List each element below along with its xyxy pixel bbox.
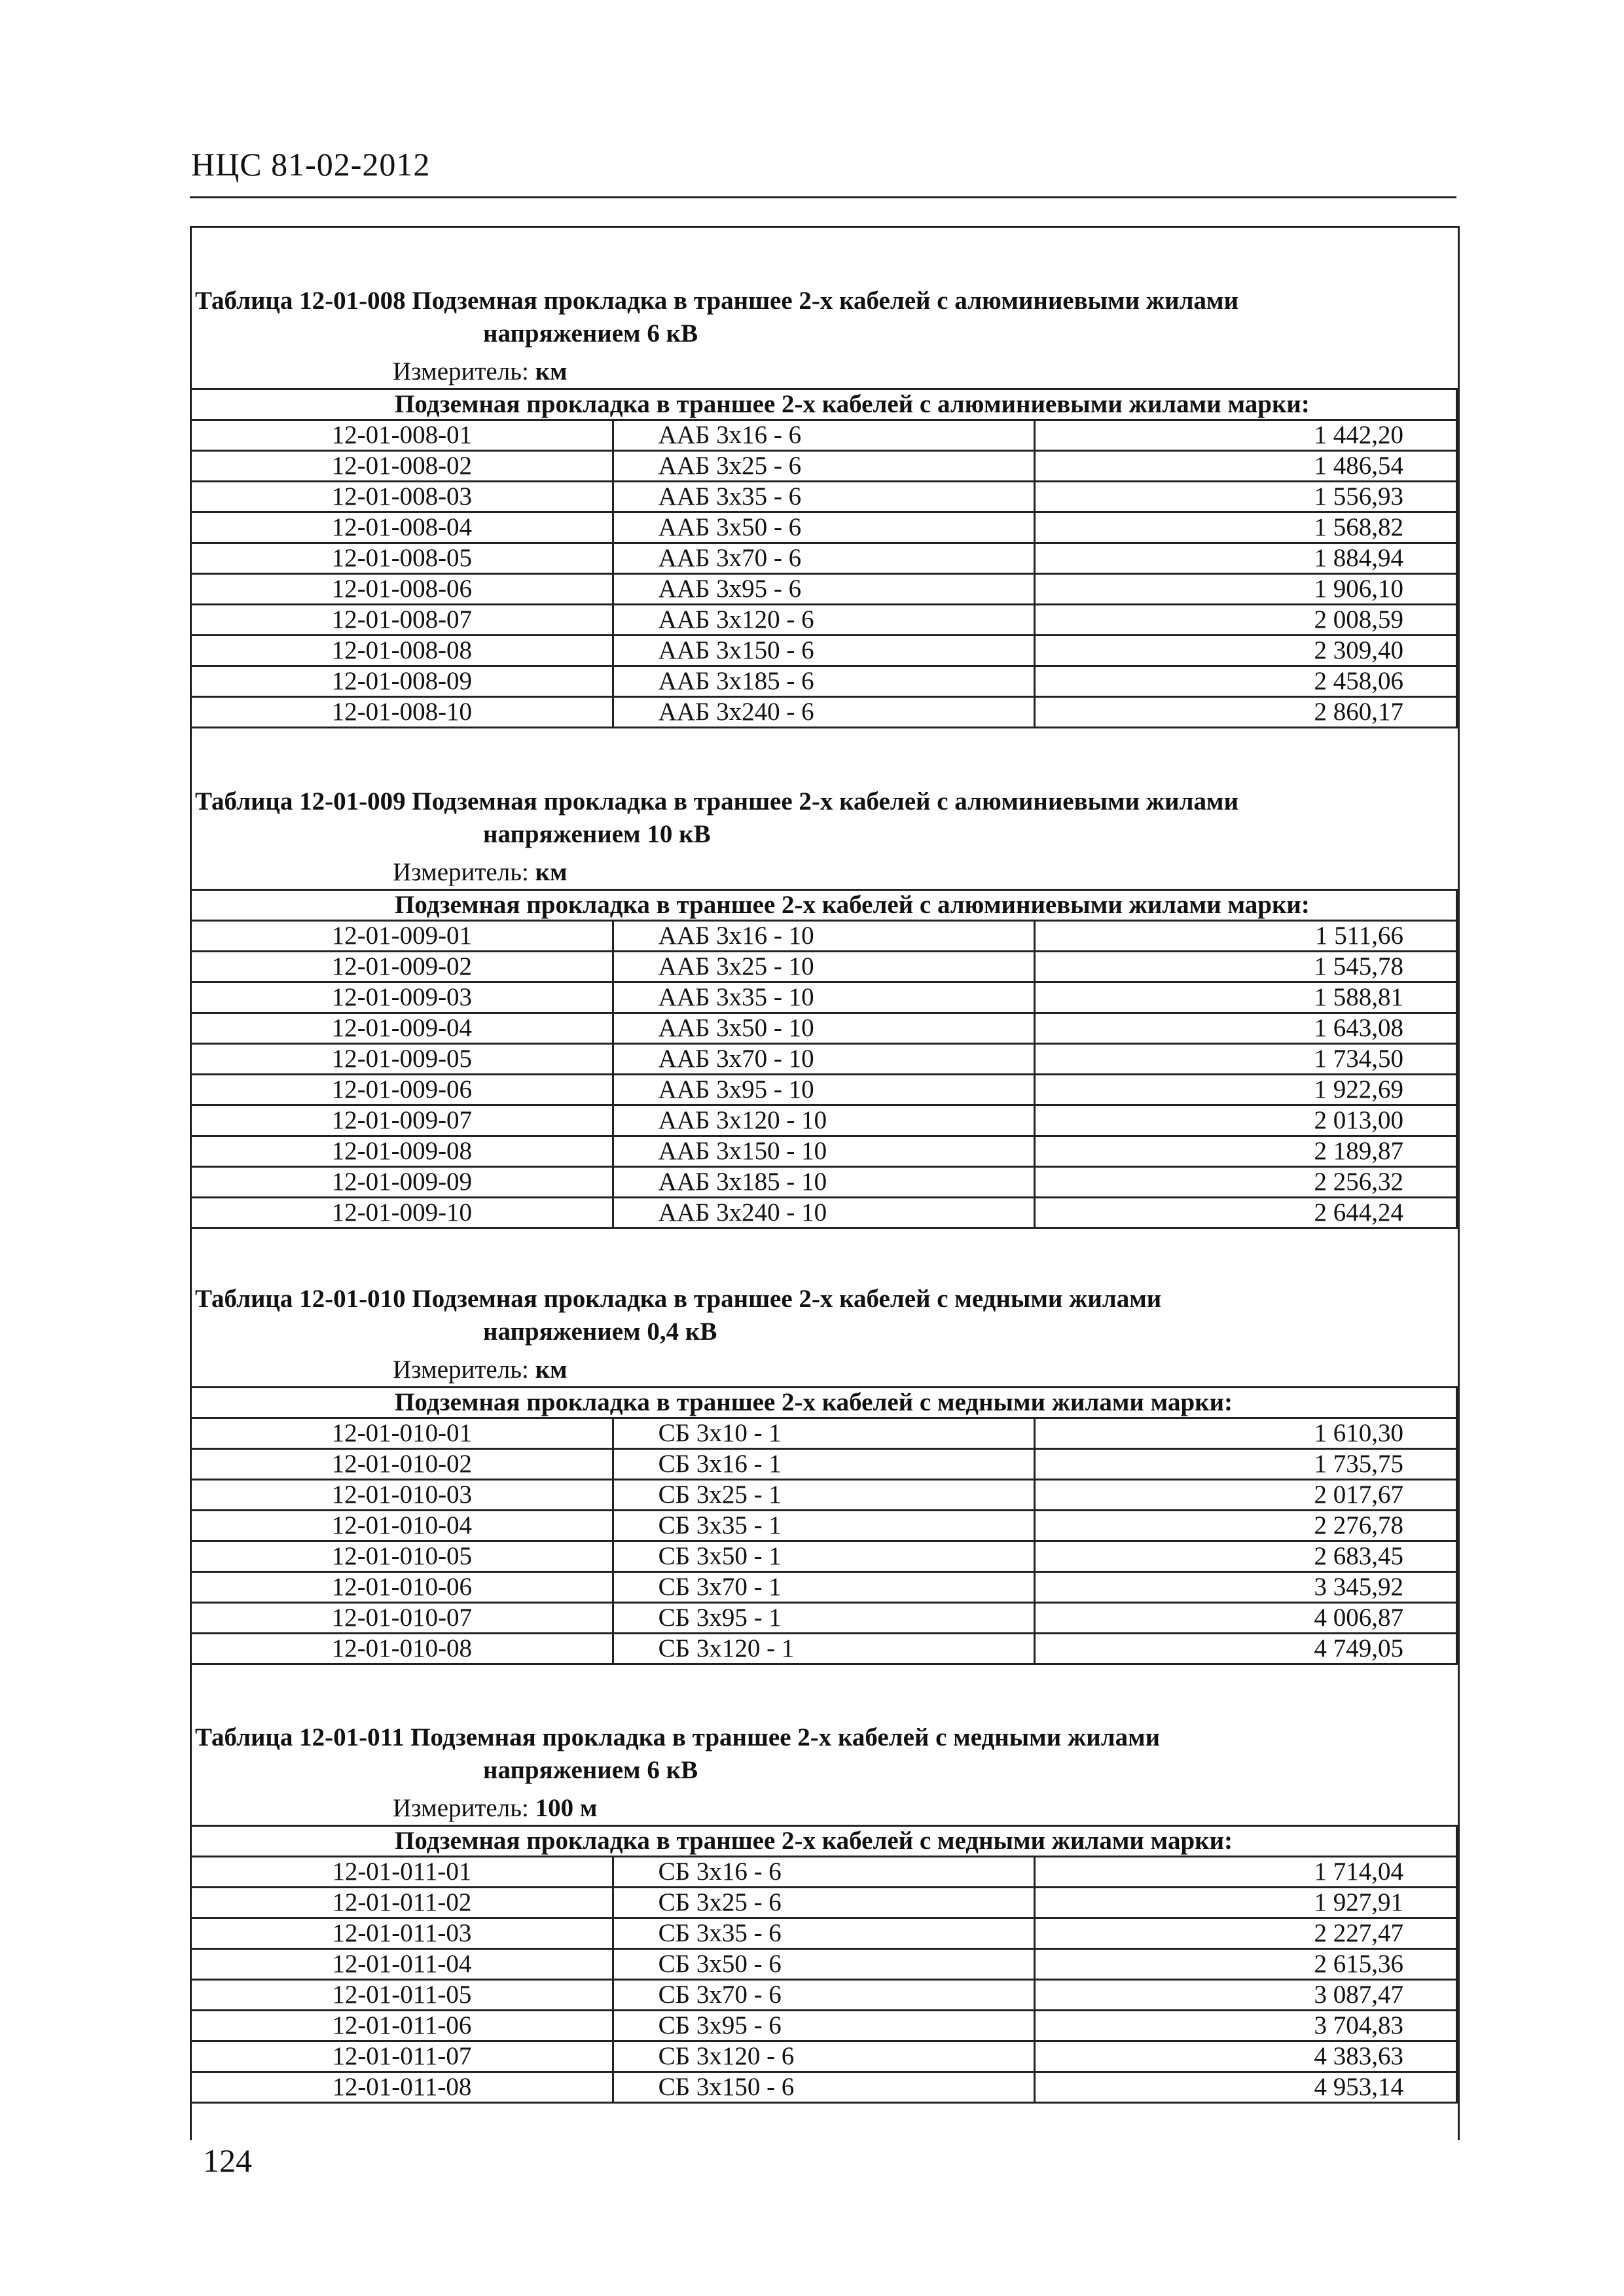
table-row — [191, 1572, 1457, 1603]
row-value: 2 644,24 — [1035, 1198, 1457, 1229]
row-name: СБ 3х16 - 6 — [613, 1857, 1035, 1888]
unit-value: км — [535, 858, 568, 886]
table-unit — [190, 856, 1460, 889]
row-code: 12-01-008-10 — [191, 697, 613, 728]
row-value: 2 458,06 — [1035, 666, 1457, 697]
document-header-title: НЦС 81-02-2012 — [191, 146, 431, 183]
unit-label: Измеритель: — [393, 1355, 535, 1384]
unit-value: км — [535, 357, 568, 386]
row-value: 4 953,14 — [1035, 2072, 1457, 2103]
table-title — [190, 785, 1460, 851]
row-code: 12-01-010-04 — [191, 1511, 613, 1541]
table-row — [191, 1075, 1457, 1105]
table-section-12-01-008 — [190, 285, 1460, 728]
table-row — [191, 1449, 1457, 1480]
row-name: СБ 3х50 - 1 — [613, 1541, 1035, 1572]
row-name: ААБ 3х120 - 6 — [613, 605, 1035, 636]
row-code: 12-01-010-08 — [191, 1634, 613, 1664]
row-name: ААБ 3х16 - 10 — [613, 921, 1035, 952]
row-name: СБ 3х120 - 6 — [613, 2041, 1035, 2072]
table-body — [191, 921, 1457, 1229]
table-row — [191, 1603, 1457, 1634]
row-code: 12-01-010-01 — [191, 1418, 613, 1449]
table-group-header: Подземная прокладка в траншее 2-х кабелей с медными жилами марки: — [191, 1826, 1457, 1857]
table-row — [191, 921, 1457, 952]
table-title — [190, 1283, 1460, 1348]
table-unit — [190, 355, 1460, 388]
row-name: ААБ 3х95 - 6 — [613, 574, 1035, 605]
table-row — [191, 1105, 1457, 1136]
row-value: 2 615,36 — [1035, 1949, 1457, 1980]
table-title — [190, 1721, 1460, 1787]
row-name: СБ 3х70 - 1 — [613, 1572, 1035, 1603]
row-value: 2 309,40 — [1035, 636, 1457, 666]
table-section-12-01-011 — [190, 1721, 1460, 2104]
row-code: 12-01-009-05 — [191, 1044, 613, 1075]
row-value: 1 906,10 — [1035, 574, 1457, 605]
table-row — [191, 605, 1457, 636]
table-row — [191, 1511, 1457, 1541]
row-name: ААБ 3х35 - 6 — [613, 482, 1035, 512]
row-code: 12-01-011-04 — [191, 1949, 613, 1980]
row-code: 12-01-011-08 — [191, 2072, 613, 2103]
table-row — [191, 666, 1457, 697]
row-value: 2 227,47 — [1035, 1918, 1457, 1949]
table-row — [191, 952, 1457, 982]
row-name: СБ 3х25 - 1 — [613, 1480, 1035, 1511]
table-title-line1: Таблица 12-01-009 Подземная прокладка в траншее 2-х кабелей с алюминиевыми жилами — [195, 787, 1239, 816]
row-value: 1 545,78 — [1035, 952, 1457, 982]
table-row — [191, 482, 1457, 512]
row-value: 1 610,30 — [1035, 1418, 1457, 1449]
row-value: 1 568,82 — [1035, 512, 1457, 543]
table-row — [191, 1480, 1457, 1511]
row-code: 12-01-009-04 — [191, 1013, 613, 1044]
row-value: 1 588,81 — [1035, 982, 1457, 1013]
table-row — [191, 1013, 1457, 1044]
table-title-line2: напряжением 6 кВ — [483, 319, 698, 348]
row-code: 12-01-008-08 — [191, 636, 613, 666]
row-code: 12-01-009-08 — [191, 1136, 613, 1167]
row-code: 12-01-008-02 — [191, 451, 613, 482]
row-code: 12-01-008-09 — [191, 666, 613, 697]
table-body — [191, 1418, 1457, 1664]
table-row — [191, 2072, 1457, 2103]
row-value: 2 008,59 — [1035, 605, 1457, 636]
table-row — [191, 1167, 1457, 1198]
row-name: СБ 3х25 - 6 — [613, 1888, 1035, 1918]
row-code: 12-01-011-03 — [191, 1918, 613, 1949]
row-value: 4 383,63 — [1035, 2041, 1457, 2072]
table-row — [191, 1634, 1457, 1664]
row-name: СБ 3х10 - 1 — [613, 1418, 1035, 1449]
row-name: ААБ 3х185 - 6 — [613, 666, 1035, 697]
row-name: СБ 3х35 - 1 — [613, 1511, 1035, 1541]
row-code: 12-01-011-06 — [191, 2011, 613, 2041]
row-code: 12-01-008-05 — [191, 543, 613, 574]
row-name: ААБ 3х240 - 6 — [613, 697, 1035, 728]
unit-label: Измеритель: — [393, 858, 535, 886]
table-group-header: Подземная прокладка в траншее 2-х кабелей с медными жилами марки: — [191, 1388, 1457, 1418]
row-name: ААБ 3х50 - 6 — [613, 512, 1035, 543]
table-body — [191, 420, 1457, 728]
row-value: 2 017,67 — [1035, 1480, 1457, 1511]
page-number: 124 — [203, 2142, 252, 2179]
table-row — [191, 697, 1457, 728]
row-code: 12-01-008-04 — [191, 512, 613, 543]
table-title-line2: напряжением 10 кВ — [483, 820, 711, 848]
row-name: СБ 3х35 - 6 — [613, 1918, 1035, 1949]
row-value: 1 442,20 — [1035, 420, 1457, 451]
row-name: ААБ 3х150 - 10 — [613, 1136, 1035, 1167]
row-code: 12-01-011-02 — [191, 1888, 613, 1918]
row-code: 12-01-008-03 — [191, 482, 613, 512]
table-title-line1: Таблица 12-01-011 Подземная прокладка в траншее 2-х кабелей с медными жилами — [195, 1723, 1161, 1751]
row-value: 1 486,54 — [1035, 451, 1457, 482]
unit-label: Измеритель: — [393, 1794, 535, 1822]
row-value: 4 749,05 — [1035, 1634, 1457, 1664]
table-row — [191, 451, 1457, 482]
row-name: ААБ 3х120 - 10 — [613, 1105, 1035, 1136]
row-value: 3 704,83 — [1035, 2011, 1457, 2041]
row-code: 12-01-009-09 — [191, 1167, 613, 1198]
row-value: 1 922,69 — [1035, 1075, 1457, 1105]
row-name: СБ 3х120 - 1 — [613, 1634, 1035, 1664]
row-value: 4 006,87 — [1035, 1603, 1457, 1634]
price-table — [190, 1386, 1458, 1665]
table-title-line2: напряжением 6 кВ — [483, 1756, 698, 1784]
unit-value: 100 м — [535, 1794, 598, 1822]
row-value: 1 643,08 — [1035, 1013, 1457, 1044]
row-code: 12-01-010-05 — [191, 1541, 613, 1572]
row-name: ААБ 3х16 - 6 — [613, 420, 1035, 451]
row-name: ААБ 3х25 - 6 — [613, 451, 1035, 482]
row-name: СБ 3х16 - 1 — [613, 1449, 1035, 1480]
row-value: 1 511,66 — [1035, 921, 1457, 952]
row-value: 3 087,47 — [1035, 1980, 1457, 2011]
row-value: 1 734,50 — [1035, 1044, 1457, 1075]
table-row — [191, 574, 1457, 605]
table-row — [191, 1541, 1457, 1572]
table-row — [191, 1136, 1457, 1167]
row-name: ААБ 3х25 - 10 — [613, 952, 1035, 982]
row-code: 12-01-008-07 — [191, 605, 613, 636]
table-title-line2: напряжением 0,4 кВ — [483, 1318, 717, 1346]
price-table — [190, 388, 1458, 728]
row-name: ААБ 3х95 - 10 — [613, 1075, 1035, 1105]
row-code: 12-01-010-07 — [191, 1603, 613, 1634]
row-value: 3 345,92 — [1035, 1572, 1457, 1603]
row-value: 2 683,45 — [1035, 1541, 1457, 1572]
row-name: ААБ 3х70 - 10 — [613, 1044, 1035, 1075]
table-unit — [190, 1354, 1460, 1386]
table-row — [191, 982, 1457, 1013]
table-row — [191, 1918, 1457, 1949]
row-name: СБ 3х70 - 6 — [613, 1980, 1035, 2011]
row-value: 2 276,78 — [1035, 1511, 1457, 1541]
row-code: 12-01-009-02 — [191, 952, 613, 982]
table-body — [191, 1857, 1457, 2103]
row-code: 12-01-008-06 — [191, 574, 613, 605]
row-code: 12-01-011-01 — [191, 1857, 613, 1888]
table-row — [191, 2041, 1457, 2072]
table-row — [191, 1857, 1457, 1888]
table-title-line1: Таблица 12-01-010 Подземная прокладка в траншее 2-х кабелей с медными жилами — [195, 1285, 1162, 1313]
table-section-12-01-010 — [190, 1283, 1460, 1665]
row-name: ААБ 3х50 - 10 — [613, 1013, 1035, 1044]
table-row — [191, 636, 1457, 666]
table-unit — [190, 1792, 1460, 1825]
row-name: ААБ 3х150 - 6 — [613, 636, 1035, 666]
row-value: 1 556,93 — [1035, 482, 1457, 512]
table-row — [191, 512, 1457, 543]
row-code: 12-01-010-03 — [191, 1480, 613, 1511]
table-row — [191, 1980, 1457, 2011]
table-title-line1: Таблица 12-01-008 Подземная прокладка в траншее 2-х кабелей с алюминиевыми жилами — [195, 287, 1239, 315]
row-value: 1 884,94 — [1035, 543, 1457, 574]
row-name: СБ 3х95 - 6 — [613, 2011, 1035, 2041]
row-code: 12-01-011-05 — [191, 1980, 613, 2011]
row-code: 12-01-009-01 — [191, 921, 613, 952]
row-name: ААБ 3х70 - 6 — [613, 543, 1035, 574]
table-title — [190, 285, 1460, 350]
header-rule — [190, 196, 1456, 198]
row-code: 12-01-009-06 — [191, 1075, 613, 1105]
price-table — [190, 1825, 1458, 2104]
table-row — [191, 2011, 1457, 2041]
row-code: 12-01-009-10 — [191, 1198, 613, 1229]
row-code: 12-01-008-01 — [191, 420, 613, 451]
row-name: ААБ 3х240 - 10 — [613, 1198, 1035, 1229]
row-value: 2 013,00 — [1035, 1105, 1457, 1136]
row-code: 12-01-009-03 — [191, 982, 613, 1013]
table-row — [191, 1949, 1457, 1980]
row-code: 12-01-010-06 — [191, 1572, 613, 1603]
row-code: 12-01-010-02 — [191, 1449, 613, 1480]
table-row — [191, 420, 1457, 451]
table-section-12-01-009 — [190, 785, 1460, 1229]
price-table — [190, 889, 1458, 1229]
row-name: СБ 3х150 - 6 — [613, 2072, 1035, 2103]
row-value: 1 714,04 — [1035, 1857, 1457, 1888]
table-row — [191, 1418, 1457, 1449]
row-value: 2 860,17 — [1035, 697, 1457, 728]
row-value: 1 735,75 — [1035, 1449, 1457, 1480]
table-group-header: Подземная прокладка в траншее 2-х кабелей с алюминиевыми жилами марки: — [191, 890, 1457, 921]
row-value: 1 927,91 — [1035, 1888, 1457, 1918]
row-code: 12-01-009-07 — [191, 1105, 613, 1136]
unit-value: км — [535, 1355, 568, 1384]
row-name: ААБ 3х185 - 10 — [613, 1167, 1035, 1198]
row-code: 12-01-011-07 — [191, 2041, 613, 2072]
table-group-header: Подземная прокладка в траншее 2-х кабелей с алюминиевыми жилами марки: — [191, 389, 1457, 420]
row-name: СБ 3х50 - 6 — [613, 1949, 1035, 1980]
table-row — [191, 543, 1457, 574]
table-row — [191, 1198, 1457, 1229]
table-row — [191, 1044, 1457, 1075]
row-value: 2 189,87 — [1035, 1136, 1457, 1167]
row-name: СБ 3х95 - 1 — [613, 1603, 1035, 1634]
row-value: 2 256,32 — [1035, 1167, 1457, 1198]
table-row — [191, 1888, 1457, 1918]
row-name: ААБ 3х35 - 10 — [613, 982, 1035, 1013]
unit-label: Измеритель: — [393, 357, 535, 386]
